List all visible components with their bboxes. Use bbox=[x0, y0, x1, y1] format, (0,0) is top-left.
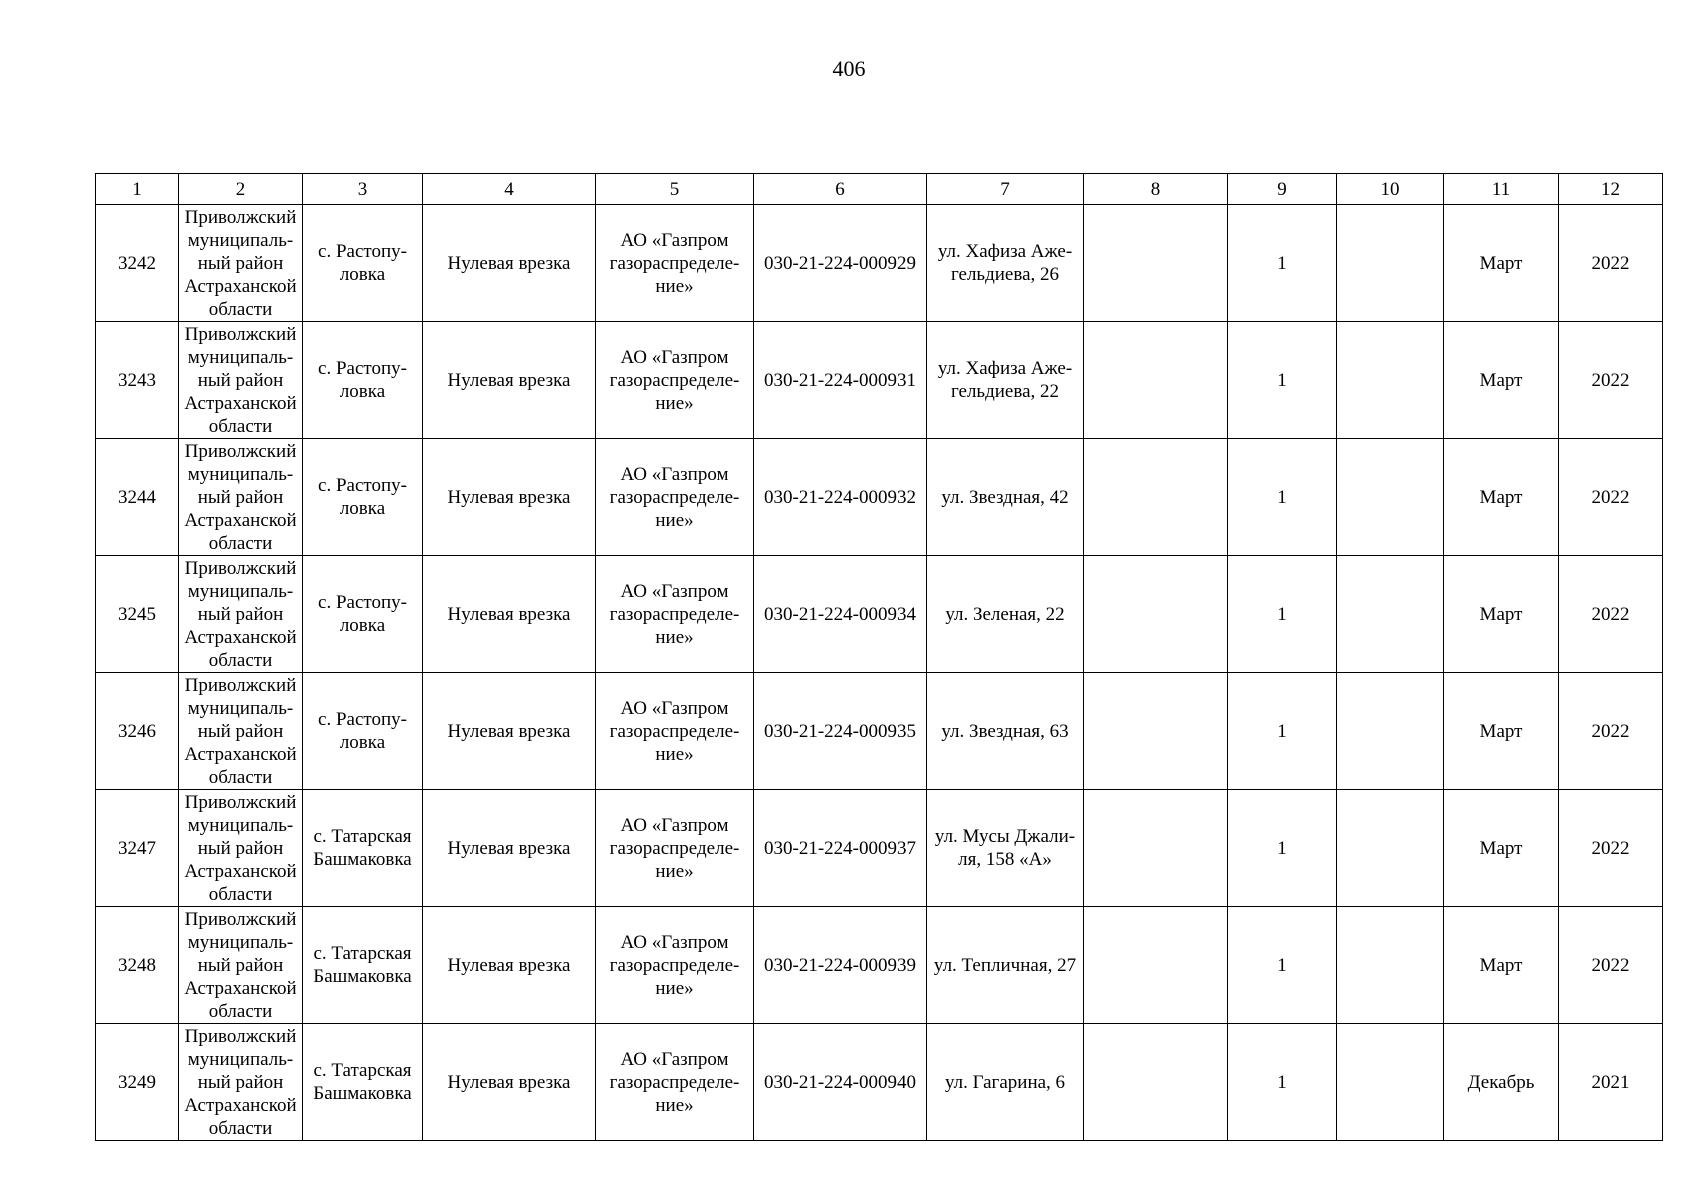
row-number-cell: 3247 bbox=[96, 790, 179, 907]
district-cell-line: муниципаль- bbox=[187, 463, 294, 485]
district-cell-line: области bbox=[208, 883, 273, 905]
settlement-cell-line: Башмаковка bbox=[313, 1083, 412, 1104]
address-cell-line: ул. Хафиза Аже- bbox=[937, 241, 1073, 262]
month-cell: Март bbox=[1444, 322, 1559, 439]
organization-cell-line: газораспределе- bbox=[609, 954, 740, 976]
organization-cell-line: ние» bbox=[655, 743, 694, 765]
column-10-cell bbox=[1337, 439, 1444, 556]
table-body bbox=[96, 205, 1663, 1141]
district-cell bbox=[179, 556, 303, 673]
row-number-cell: 3245 bbox=[96, 556, 179, 673]
organization-cell-line: газораспределе- bbox=[609, 837, 740, 859]
address-cell-line: ул. Гагарина, 6 bbox=[944, 1071, 1066, 1093]
column-8-cell bbox=[1084, 673, 1228, 790]
settlement-cell bbox=[303, 205, 423, 322]
table-row bbox=[96, 322, 1663, 439]
organization-cell-line: АО «Газпром bbox=[620, 463, 729, 485]
organization-cell-line: ние» bbox=[655, 860, 694, 882]
settlement-cell bbox=[303, 790, 423, 907]
organization-cell-line: АО «Газпром bbox=[620, 814, 729, 836]
year-cell: 2022 bbox=[1559, 790, 1663, 907]
address-cell-line: ул. Хафиза Аже- bbox=[937, 358, 1073, 379]
district-cell-line: Приволжский bbox=[184, 323, 297, 345]
row-number-cell: 3249 bbox=[96, 1024, 179, 1141]
district-cell bbox=[179, 673, 303, 790]
column-header: 11 bbox=[1444, 174, 1559, 205]
district-cell-line: муниципаль- bbox=[187, 229, 294, 251]
organization-cell-line: АО «Газпром bbox=[620, 931, 729, 953]
column-9-cell: 1 bbox=[1228, 556, 1337, 673]
district-cell-line: области bbox=[208, 415, 273, 437]
organization-cell-line: газораспределе- bbox=[609, 486, 740, 508]
month-cell: Март bbox=[1444, 205, 1559, 322]
settlement-cell-line: ловка bbox=[339, 732, 386, 753]
column-8-cell bbox=[1084, 556, 1228, 673]
year-cell: 2022 bbox=[1559, 322, 1663, 439]
column-8-cell bbox=[1084, 322, 1228, 439]
row-number-cell: 3244 bbox=[96, 439, 179, 556]
district-cell-line: области bbox=[208, 1000, 273, 1022]
settlement-cell-line: с. Татарская bbox=[313, 826, 412, 847]
settlement-cell-line: Башмаковка bbox=[313, 849, 412, 870]
column-header: 12 bbox=[1559, 174, 1663, 205]
district-cell-line: Астраханской bbox=[184, 743, 297, 765]
connection-type-cell: Нулевая врезка bbox=[423, 907, 596, 1024]
district-cell-line: муниципаль- bbox=[187, 346, 294, 368]
column-10-cell bbox=[1337, 556, 1444, 673]
row-number-cell: 3242 bbox=[96, 205, 179, 322]
object-code-cell: 030-21-224-000939 bbox=[754, 907, 927, 1024]
organization-cell bbox=[596, 673, 754, 790]
district-cell bbox=[179, 790, 303, 907]
district-cell-line: Астраханской bbox=[184, 860, 297, 882]
month-cell: Март bbox=[1444, 556, 1559, 673]
district-cell bbox=[179, 322, 303, 439]
address-cell bbox=[927, 439, 1084, 556]
column-10-cell bbox=[1337, 790, 1444, 907]
column-9-cell: 1 bbox=[1228, 439, 1337, 556]
column-9-cell: 1 bbox=[1228, 673, 1337, 790]
organization-cell-line: АО «Газпром bbox=[620, 1048, 729, 1070]
column-10-cell bbox=[1337, 205, 1444, 322]
organization-cell-line: ние» bbox=[655, 392, 694, 414]
organization-cell-line: газораспределе- bbox=[609, 369, 740, 391]
row-number-cell: 3246 bbox=[96, 673, 179, 790]
address-cell-line: ул. Звездная, 42 bbox=[941, 486, 1069, 508]
column-header: 9 bbox=[1228, 174, 1337, 205]
district-cell-line: Приволжский bbox=[184, 557, 297, 579]
settlement-cell-line: ловка bbox=[339, 381, 386, 402]
settlement-cell-line: с. Татарская bbox=[313, 943, 412, 964]
month-cell: Декабрь bbox=[1444, 1024, 1559, 1141]
organization-cell-line: газораспределе- bbox=[609, 720, 740, 742]
table-row bbox=[96, 907, 1663, 1024]
district-cell-line: Приволжский bbox=[184, 206, 297, 228]
district-cell-line: области bbox=[208, 649, 273, 671]
district-cell-line: ный район bbox=[197, 954, 284, 976]
year-cell: 2022 bbox=[1559, 556, 1663, 673]
object-code-cell: 030-21-224-000940 bbox=[754, 1024, 927, 1141]
district-cell-line: Астраханской bbox=[184, 509, 297, 531]
address-cell bbox=[927, 790, 1084, 907]
district-cell-line: ный район bbox=[197, 720, 284, 742]
settlement-cell bbox=[303, 673, 423, 790]
organization-cell-line: газораспределе- bbox=[609, 1071, 740, 1093]
table-row bbox=[96, 556, 1663, 673]
column-9-cell: 1 bbox=[1228, 1024, 1337, 1141]
organization-cell bbox=[596, 907, 754, 1024]
address-cell bbox=[927, 907, 1084, 1024]
organization-cell-line: ние» bbox=[655, 1094, 694, 1116]
settlement-cell-line: с. Растопу- bbox=[318, 709, 407, 730]
district-cell-line: ный район bbox=[197, 252, 284, 274]
settlement-cell-line: ловка bbox=[339, 498, 386, 519]
district-cell-line: муниципаль- bbox=[187, 580, 294, 602]
table-row bbox=[96, 673, 1663, 790]
address-cell-line: ул. Звездная, 63 bbox=[941, 720, 1069, 742]
district-cell-line: муниципаль- bbox=[187, 931, 294, 953]
column-8-cell bbox=[1084, 1024, 1228, 1141]
district-cell bbox=[179, 205, 303, 322]
settlement-cell-line: ловка bbox=[339, 615, 386, 636]
organization-cell-line: АО «Газпром bbox=[620, 229, 729, 251]
address-cell bbox=[927, 673, 1084, 790]
address-cell bbox=[927, 556, 1084, 673]
settlement-cell bbox=[303, 907, 423, 1024]
settlement-cell-line: с. Растопу- bbox=[318, 475, 407, 496]
settlement-cell-line: Башмаковка bbox=[313, 966, 412, 987]
connection-type-cell: Нулевая врезка bbox=[423, 205, 596, 322]
column-header: 7 bbox=[927, 174, 1084, 205]
month-cell: Март bbox=[1444, 673, 1559, 790]
district-cell-line: ный район bbox=[197, 369, 284, 391]
organization-cell-line: АО «Газпром bbox=[620, 580, 729, 602]
organization-cell-line: ние» bbox=[655, 977, 694, 999]
organization-cell-line: ние» bbox=[655, 275, 694, 297]
column-10-cell bbox=[1337, 907, 1444, 1024]
month-cell: Март bbox=[1444, 439, 1559, 556]
settlement-cell-line: с. Татарская bbox=[313, 1060, 412, 1081]
district-cell-line: Астраханской bbox=[184, 1094, 297, 1116]
organization-cell-line: газораспределе- bbox=[609, 252, 740, 274]
district-cell-line: Астраханской bbox=[184, 275, 297, 297]
settlement-cell bbox=[303, 556, 423, 673]
district-cell-line: области bbox=[208, 532, 273, 554]
registry-table bbox=[95, 173, 1663, 1141]
column-9-cell: 1 bbox=[1228, 205, 1337, 322]
object-code-cell: 030-21-224-000931 bbox=[754, 322, 927, 439]
settlement-cell-line: с. Растопу- bbox=[318, 592, 407, 613]
year-cell: 2022 bbox=[1559, 673, 1663, 790]
object-code-cell: 030-21-224-000937 bbox=[754, 790, 927, 907]
district-cell-line: муниципаль- bbox=[187, 1048, 294, 1070]
district-cell-line: ный район bbox=[197, 1071, 284, 1093]
connection-type-cell: Нулевая врезка bbox=[423, 673, 596, 790]
table-row bbox=[96, 790, 1663, 907]
row-number-cell: 3243 bbox=[96, 322, 179, 439]
district-cell-line: Приволжский bbox=[184, 440, 297, 462]
settlement-cell bbox=[303, 1024, 423, 1141]
settlement-cell bbox=[303, 322, 423, 439]
year-cell: 2021 bbox=[1559, 1024, 1663, 1141]
organization-cell bbox=[596, 790, 754, 907]
district-cell bbox=[179, 907, 303, 1024]
year-cell: 2022 bbox=[1559, 205, 1663, 322]
row-number-cell: 3248 bbox=[96, 907, 179, 1024]
table-row bbox=[96, 439, 1663, 556]
address-cell-line: гельдиева, 22 bbox=[950, 381, 1060, 402]
organization-cell-line: АО «Газпром bbox=[620, 697, 729, 719]
column-header: 3 bbox=[303, 174, 423, 205]
column-header: 2 bbox=[179, 174, 303, 205]
district-cell-line: Приволжский bbox=[184, 791, 297, 813]
district-cell-line: муниципаль- bbox=[187, 814, 294, 836]
column-8-cell bbox=[1084, 205, 1228, 322]
object-code-cell: 030-21-224-000935 bbox=[754, 673, 927, 790]
district-cell-line: ный район bbox=[197, 837, 284, 859]
connection-type-cell: Нулевая врезка bbox=[423, 439, 596, 556]
address-cell-line: ул. Зеленая, 22 bbox=[945, 603, 1065, 625]
object-code-cell: 030-21-224-000929 bbox=[754, 205, 927, 322]
organization-cell bbox=[596, 322, 754, 439]
organization-cell bbox=[596, 1024, 754, 1141]
district-cell-line: области bbox=[208, 298, 273, 320]
address-cell-line: ул. Мусы Джали- bbox=[934, 826, 1076, 847]
district-cell-line: муниципаль- bbox=[187, 697, 294, 719]
table-row bbox=[96, 1024, 1663, 1141]
district-cell-line: Приволжский bbox=[184, 1025, 297, 1047]
column-header: 6 bbox=[754, 174, 927, 205]
organization-cell bbox=[596, 205, 754, 322]
column-header: 4 bbox=[423, 174, 596, 205]
object-code-cell: 030-21-224-000934 bbox=[754, 556, 927, 673]
organization-cell bbox=[596, 556, 754, 673]
column-8-cell bbox=[1084, 790, 1228, 907]
district-cell-line: Приволжский bbox=[184, 908, 297, 930]
connection-type-cell: Нулевая врезка bbox=[423, 322, 596, 439]
column-9-cell: 1 bbox=[1228, 322, 1337, 439]
organization-cell-line: АО «Газпром bbox=[620, 346, 729, 368]
month-cell: Март bbox=[1444, 907, 1559, 1024]
address-cell-line: гельдиева, 26 bbox=[950, 264, 1060, 285]
settlement-cell-line: ловка bbox=[339, 264, 386, 285]
district-cell-line: области bbox=[208, 1117, 273, 1139]
district-cell-line: ный район bbox=[197, 603, 284, 625]
district-cell-line: ный район bbox=[197, 486, 284, 508]
column-10-cell bbox=[1337, 673, 1444, 790]
district-cell-line: Астраханской bbox=[184, 392, 297, 414]
district-cell-line: области bbox=[208, 766, 273, 788]
district-cell-line: Приволжский bbox=[184, 674, 297, 696]
organization-cell-line: ние» bbox=[655, 509, 694, 531]
column-9-cell: 1 bbox=[1228, 790, 1337, 907]
address-cell bbox=[927, 322, 1084, 439]
column-header: 10 bbox=[1337, 174, 1444, 205]
connection-type-cell: Нулевая врезка bbox=[423, 556, 596, 673]
column-10-cell bbox=[1337, 322, 1444, 439]
address-cell bbox=[927, 205, 1084, 322]
organization-cell bbox=[596, 439, 754, 556]
settlement-cell-line: с. Растопу- bbox=[318, 241, 407, 262]
year-cell: 2022 bbox=[1559, 439, 1663, 556]
district-cell-line: Астраханской bbox=[184, 626, 297, 648]
settlement-cell-line: с. Растопу- bbox=[318, 358, 407, 379]
object-code-cell: 030-21-224-000932 bbox=[754, 439, 927, 556]
connection-type-cell: Нулевая врезка bbox=[423, 1024, 596, 1141]
organization-cell-line: газораспределе- bbox=[609, 603, 740, 625]
month-cell: Март bbox=[1444, 790, 1559, 907]
address-cell-line: ул. Тепличная, 27 bbox=[933, 954, 1077, 976]
column-header: 5 bbox=[596, 174, 754, 205]
year-cell: 2022 bbox=[1559, 907, 1663, 1024]
address-cell-line: ля, 158 «А» bbox=[958, 849, 1052, 870]
connection-type-cell: Нулевая врезка bbox=[423, 790, 596, 907]
district-cell-line: Астраханской bbox=[184, 977, 297, 999]
column-header: 8 bbox=[1084, 174, 1228, 205]
column-header: 1 bbox=[96, 174, 179, 205]
district-cell bbox=[179, 439, 303, 556]
column-8-cell bbox=[1084, 439, 1228, 556]
settlement-cell bbox=[303, 439, 423, 556]
column-10-cell bbox=[1337, 1024, 1444, 1141]
address-cell bbox=[927, 1024, 1084, 1141]
table-row bbox=[96, 205, 1663, 322]
column-8-cell bbox=[1084, 907, 1228, 1024]
organization-cell-line: ние» bbox=[655, 626, 694, 648]
district-cell bbox=[179, 1024, 303, 1141]
page-number: 406 bbox=[832, 56, 866, 81]
header-row bbox=[96, 174, 1663, 205]
column-9-cell: 1 bbox=[1228, 907, 1337, 1024]
